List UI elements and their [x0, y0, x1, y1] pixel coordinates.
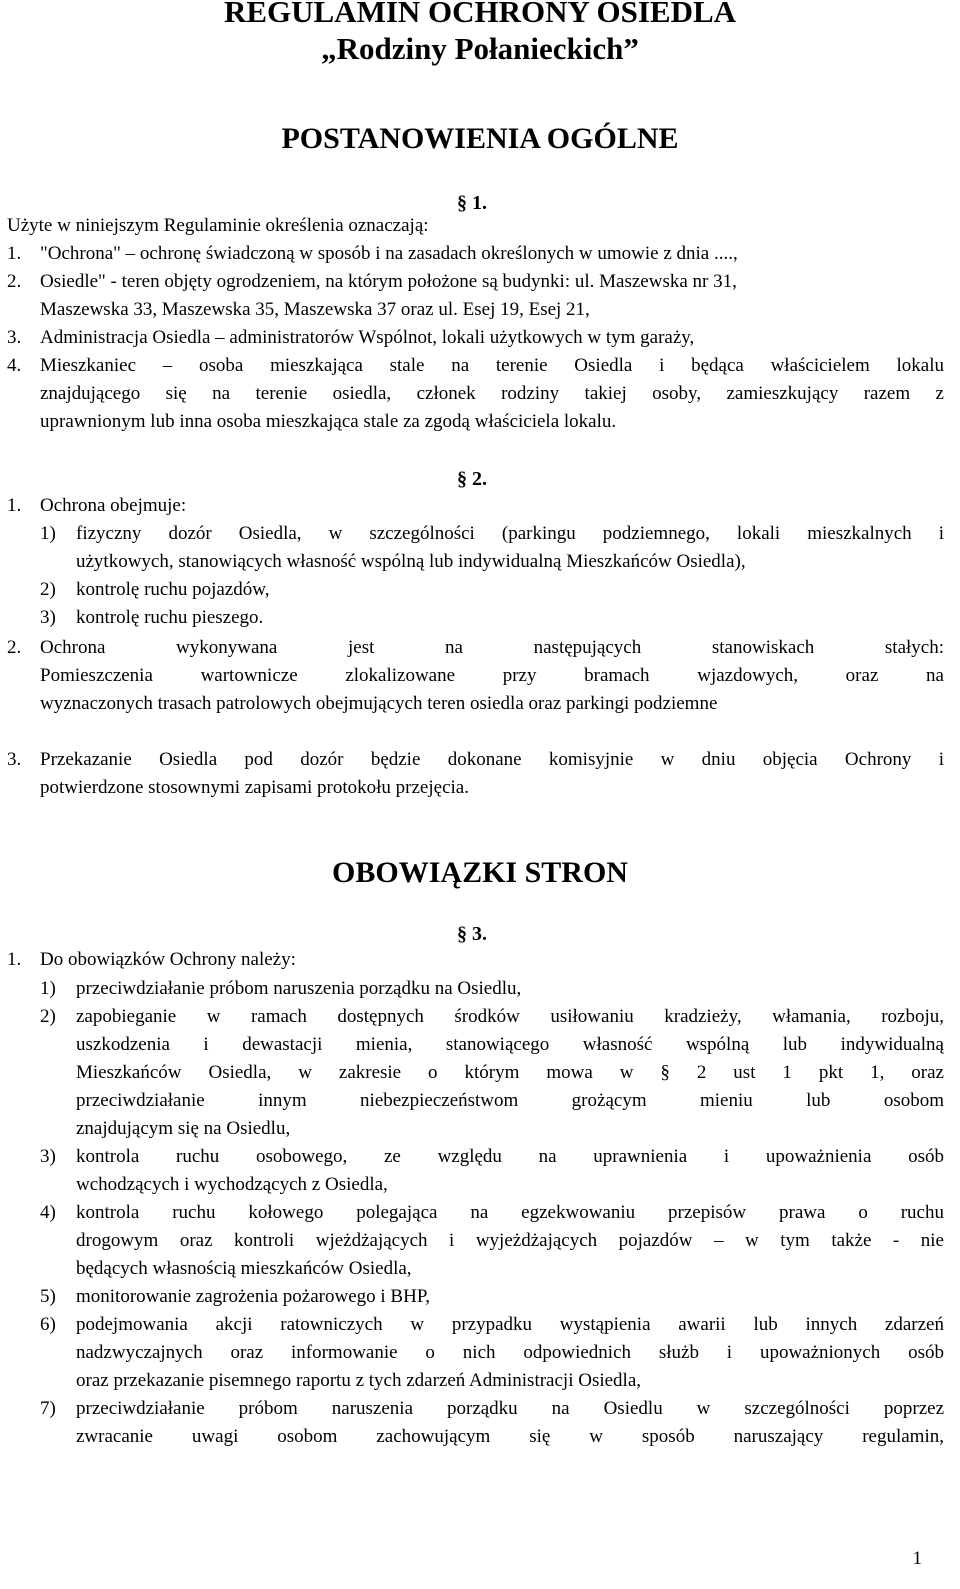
s3-item-2-last: znajdującym się na Osiedlu,: [76, 1118, 291, 1139]
s2-point-2: [7, 634, 40, 662]
item-line: uszkodzenia i dewastacji mienia, stanowiącego własność wspólną lub indywidualną: [76, 1034, 944, 1055]
item-number: 1.: [7, 243, 22, 264]
item-number: 5): [40, 1286, 56, 1307]
s1-item-4-last: uprawnionym lub inna osoba mieszkająca stale za zgodą właściciela lokalu.: [40, 411, 617, 432]
item-line: Przekazanie Osiedla pod dozór będzie dokonane komisyjnie w dniu objęcia Ochrony i: [40, 749, 944, 770]
s2-point-1: [7, 492, 186, 520]
item-line: Mieszkańców Osiedla, w zakresie o którym mowa w § 2 ust 1 pkt 1, oraz: [76, 1062, 944, 1083]
s2-point-3: [7, 746, 40, 774]
s2-sub-2: [40, 576, 269, 604]
document-subtitle: „Rodziny Połanieckich”: [321, 31, 639, 66]
s3-item-6-text: [76, 1311, 944, 1367]
s3-item-2-text: [76, 1003, 944, 1115]
s2-point-3-text: [40, 746, 944, 774]
s3-item-7: [40, 1395, 76, 1423]
page-number: 1: [912, 1548, 922, 1569]
s3-item-4: [40, 1199, 76, 1227]
item-number: 3): [40, 1146, 56, 1167]
item-number: 1): [40, 523, 56, 544]
item-number: 2): [40, 1006, 56, 1027]
s1-intro: Użyte w niniejszym Regulaminie określenia oznaczają:: [7, 215, 429, 236]
item-line: podejmowania akcji ratowniczych w przypadku wystąpienia awarii lub innych zdarzeń: [76, 1314, 944, 1335]
s3-item-6-last: oraz przekazanie pisemnego raportu z tych zdarzeń Administracji Osiedla,: [76, 1370, 642, 1391]
item-line: kontrola ruchu osobowego, ze względu na uprawnienia i upoważnienia osób: [76, 1146, 944, 1167]
item-number: 2.: [7, 637, 22, 658]
paragraph-mark-1: § 1.: [457, 192, 487, 214]
item-text: Do obowiązków Ochrony należy:: [40, 949, 296, 970]
item-number: 1.: [7, 495, 22, 516]
section-heading-general: POSTANOWIENIA OGÓLNE: [281, 122, 679, 155]
s3-item-3: [40, 1143, 76, 1171]
s3-item-3-last: wchodzących i wychodzących z Osiedla,: [76, 1174, 388, 1195]
s2-point-3-last: potwierdzone stosownymi zapisami protokołu przejęcia.: [40, 777, 469, 798]
s1-item-1: [7, 240, 738, 268]
s3-item-2: [40, 1003, 76, 1031]
item-line: Ochrona wykonywana jest na następujących stanowiskach stałych:: [40, 637, 944, 658]
item-line: kontrola ruchu kołowego polegająca na egzekwowaniu przepisów prawa o ruchu: [76, 1202, 944, 1223]
item-number: 7): [40, 1398, 56, 1419]
item-line: zwracanie uwagi osobom zachowującym się w sposób naruszający regulamin,: [76, 1426, 944, 1447]
s2-sub-1-cont: użytkowych, stanowiących własność wspólną lub indywidualną Mieszkańców Osiedla),: [76, 551, 746, 572]
s1-item-2-cont: Maszewska 33, Maszewska 35, Maszewska 37 oraz ul. Esej 19, Esej 21,: [40, 299, 590, 320]
s3-item-7-text: [76, 1395, 944, 1451]
s3-item-6: [40, 1311, 76, 1339]
s1-item-4-text: [40, 352, 944, 408]
item-text: kontrolę ruchu pieszego.: [76, 607, 264, 628]
item-text: monitorowanie zagrożenia pożarowego i BHP,: [76, 1286, 431, 1307]
s3-point-1: [7, 946, 296, 974]
item-number: 4): [40, 1202, 56, 1223]
s1-item-2: [7, 268, 737, 296]
paragraph-mark-2: § 2.: [457, 468, 487, 490]
item-text: Osiedle" - teren objęty ogrodzeniem, na którym położone są budynki: ul. Maszewska nr 31,: [40, 271, 737, 292]
item-number: 4.: [7, 355, 22, 376]
item-number: 3.: [7, 327, 22, 348]
s2-sub-1-text: [76, 520, 944, 548]
item-text: "Ochrona" – ochronę świadczoną w sposób i na zasadach określonych w umowie z dnia ....,: [40, 243, 738, 264]
item-line: przeciwdziałanie innym niebezpieczeństwom grożącym mieniu lub osobom: [76, 1090, 944, 1111]
item-line: nadzwyczajnych oraz informowanie o nich odpowiednich służb i upoważnionych osób: [76, 1342, 944, 1363]
s3-item-4-text: [76, 1199, 944, 1255]
item-text: przeciwdziałanie próbom naruszenia porządku na Osiedlu,: [76, 978, 522, 999]
item-text: Ochrona obejmuje:: [40, 495, 187, 516]
item-number: 2): [40, 579, 56, 600]
item-number: 2.: [7, 271, 22, 292]
s2-point-2-last: wyznaczonych trasach patrolowych obejmujących teren osiedla oraz parkingi podziemne: [40, 693, 718, 714]
item-number: 1): [40, 978, 56, 999]
item-line: Mieszkaniec – osoba mieszkająca stale na terenie Osiedla i będąca właścicielem lokalu: [40, 355, 944, 376]
s2-sub-1: [40, 520, 76, 548]
s2-sub-3: [40, 604, 263, 632]
item-line: zapobieganie w ramach dostępnych środków usiłowaniu kradzieży, włamania, rozboju,: [76, 1006, 944, 1027]
s1-item-3: [7, 324, 694, 352]
item-line: drogowym oraz kontroli wjeżdżających i wyjeżdżających pojazdów – w tym także - nie: [76, 1230, 944, 1251]
item-number: 6): [40, 1314, 56, 1335]
item-number: 3.: [7, 749, 22, 770]
section-heading-duties: OBOWIĄZKI STRON: [332, 856, 628, 889]
s2-point-2-text: [40, 634, 944, 690]
item-line: przeciwdziałanie próbom naruszenia porządku na Osiedlu w szczególności poprzez: [76, 1398, 944, 1419]
item-line: Pomieszczenia wartownicze zlokalizowane przy bramach wjazdowych, oraz na: [40, 665, 944, 686]
s3-item-5: [40, 1283, 430, 1311]
item-number: 1.: [7, 949, 22, 970]
s3-item-1: [40, 975, 521, 1003]
s1-item-4: [7, 352, 40, 380]
paragraph-mark-3: § 3.: [457, 923, 487, 945]
s3-item-4-last: będących własnością mieszkańców Osiedla,: [76, 1258, 412, 1279]
item-line: znajdującego się na terenie osiedla, członek rodziny takiej osoby, zamieszkujący razem z: [40, 383, 944, 404]
item-number: 3): [40, 607, 56, 628]
item-text: Administracja Osiedla – administratorów Wspólnot, lokali użytkowych w tym garaży,: [40, 327, 695, 348]
item-text: kontrolę ruchu pojazdów,: [76, 579, 270, 600]
item-line: fizyczny dozór Osiedla, w szczególności (parkingu podziemnego, lokali mieszkalnych i: [76, 523, 944, 544]
document-title: REGULAMIN OCHRONY OSIEDLA: [223, 0, 737, 29]
s3-item-3-text: [76, 1143, 944, 1171]
